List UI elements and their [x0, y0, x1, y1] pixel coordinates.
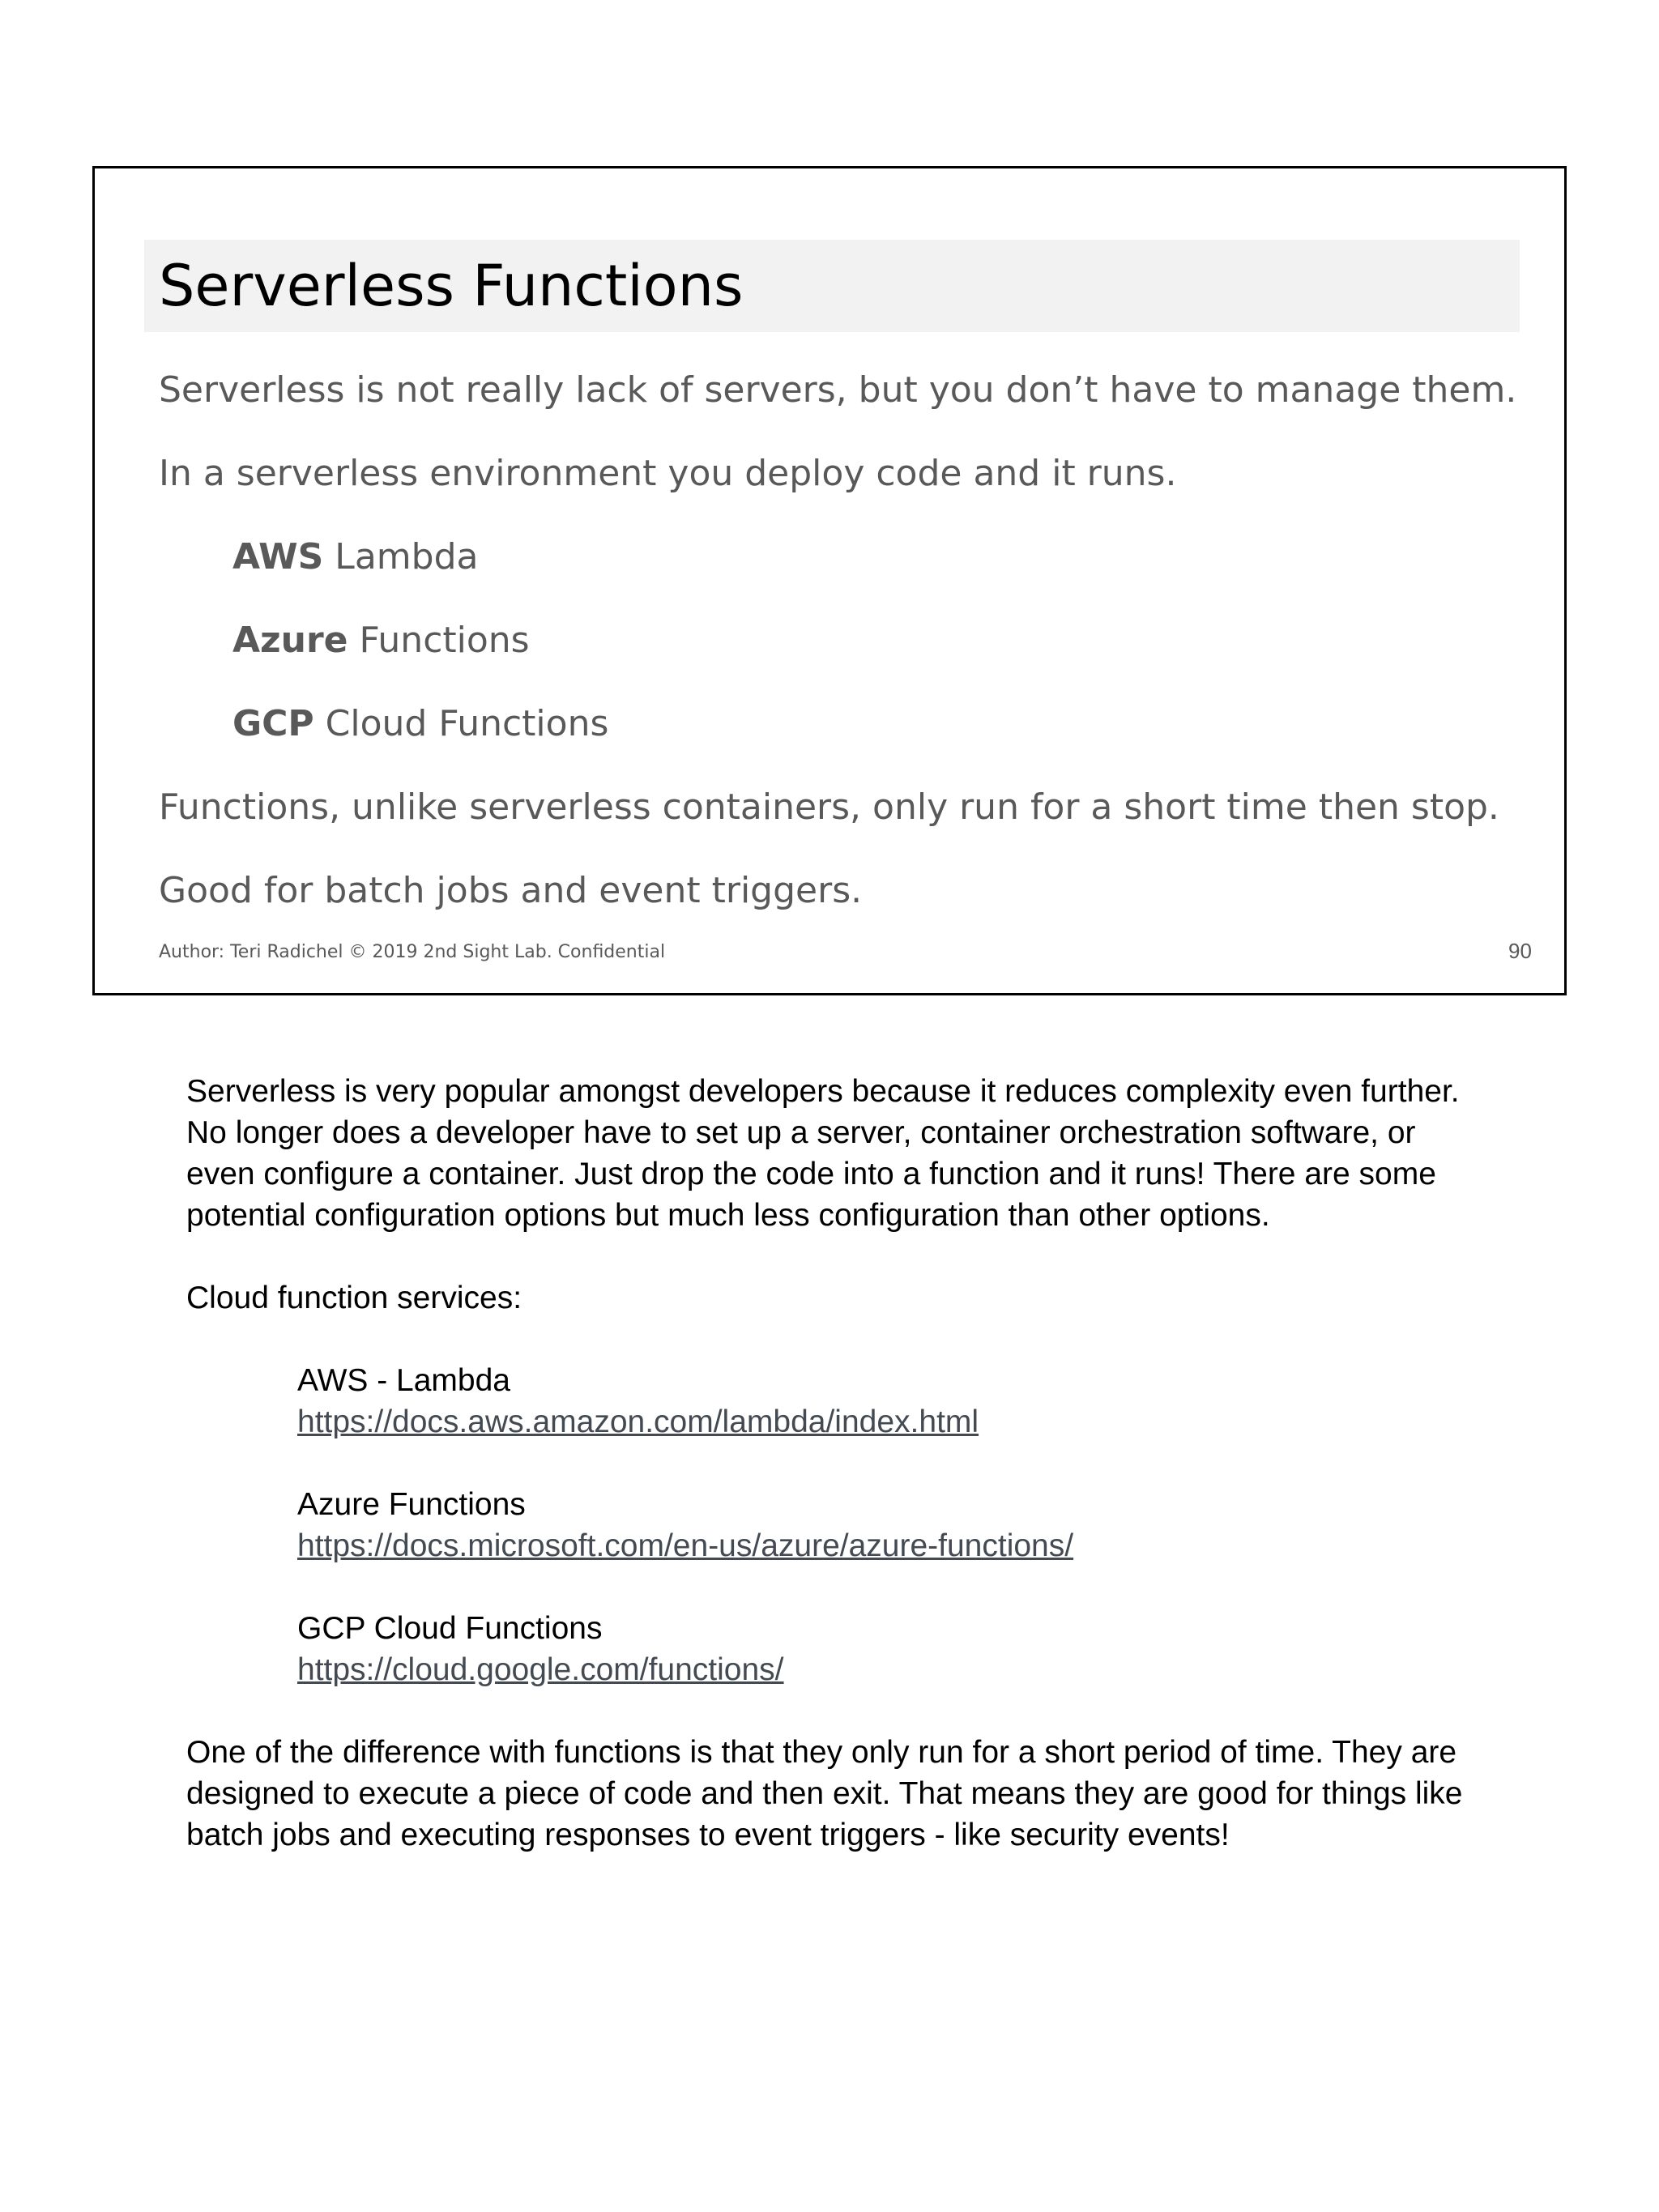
provider-gcp	[232, 701, 608, 747]
service-aws	[186, 1360, 1482, 1443]
slide-line-1: Serverless is not really lack of servers, but you don’t have to manage them.	[159, 369, 1517, 411]
provider-azure-bold: Azure	[232, 620, 348, 661]
service-gcp	[186, 1608, 1482, 1690]
service-azure-link[interactable]: https://docs.microsoft.com/en-us/azure/azure-functions/	[297, 1528, 1074, 1563]
notes-intro: Serverless is very popular amongst developers because it reduces complexity even further. No longer does a developer have to set up a server, container orchestration software, or even configure a container. Just drop the code into a function and it runs! There are some potential configuration options but much less configuration than other options.	[186, 1074, 1460, 1233]
page-number: 90	[1508, 939, 1532, 963]
provider-aws-rest: Lambda	[323, 536, 479, 578]
slide-line-2: In a serverless environment you deploy code and it runs.	[159, 453, 1177, 494]
service-aws-link[interactable]: https://docs.aws.amazon.com/lambda/index.html	[297, 1404, 979, 1439]
service-aws-name: AWS - Lambda	[297, 1363, 510, 1398]
service-azure-name: Azure Functions	[297, 1487, 526, 1522]
provider-aws	[232, 535, 478, 580]
slide-footer: Author: Teri Radichel © 2019 2nd Sight Lab. Confidential	[159, 942, 666, 962]
provider-aws-bold: AWS	[232, 536, 324, 578]
slide-line-4: Good for batch jobs and event triggers.	[159, 870, 863, 911]
notes-services-heading: Cloud function services:	[186, 1281, 522, 1315]
provider-azure-rest: Functions	[348, 620, 530, 661]
slide-line-3: Functions, unlike serverless containers, only run for a short time then stop.	[159, 786, 1499, 828]
service-azure	[186, 1484, 1482, 1566]
speaker-notes	[186, 1071, 1482, 1856]
slide-frame	[92, 166, 1567, 995]
provider-gcp-bold: GCP	[232, 703, 314, 744]
provider-azure	[232, 618, 530, 663]
slide-title: Serverless Functions	[159, 253, 744, 319]
service-gcp-link[interactable]: https://cloud.google.com/functions/	[297, 1652, 784, 1687]
provider-gcp-rest: Cloud Functions	[313, 703, 609, 744]
service-gcp-name: GCP Cloud Functions	[297, 1611, 603, 1646]
title-bar	[144, 240, 1520, 332]
notes-closing: One of the difference with functions is that they only run for a short period of time. They are designed to execute a piece of code and then exit. That means they are good for things like batch jobs and executing responses to event triggers - like security events!	[186, 1735, 1463, 1852]
